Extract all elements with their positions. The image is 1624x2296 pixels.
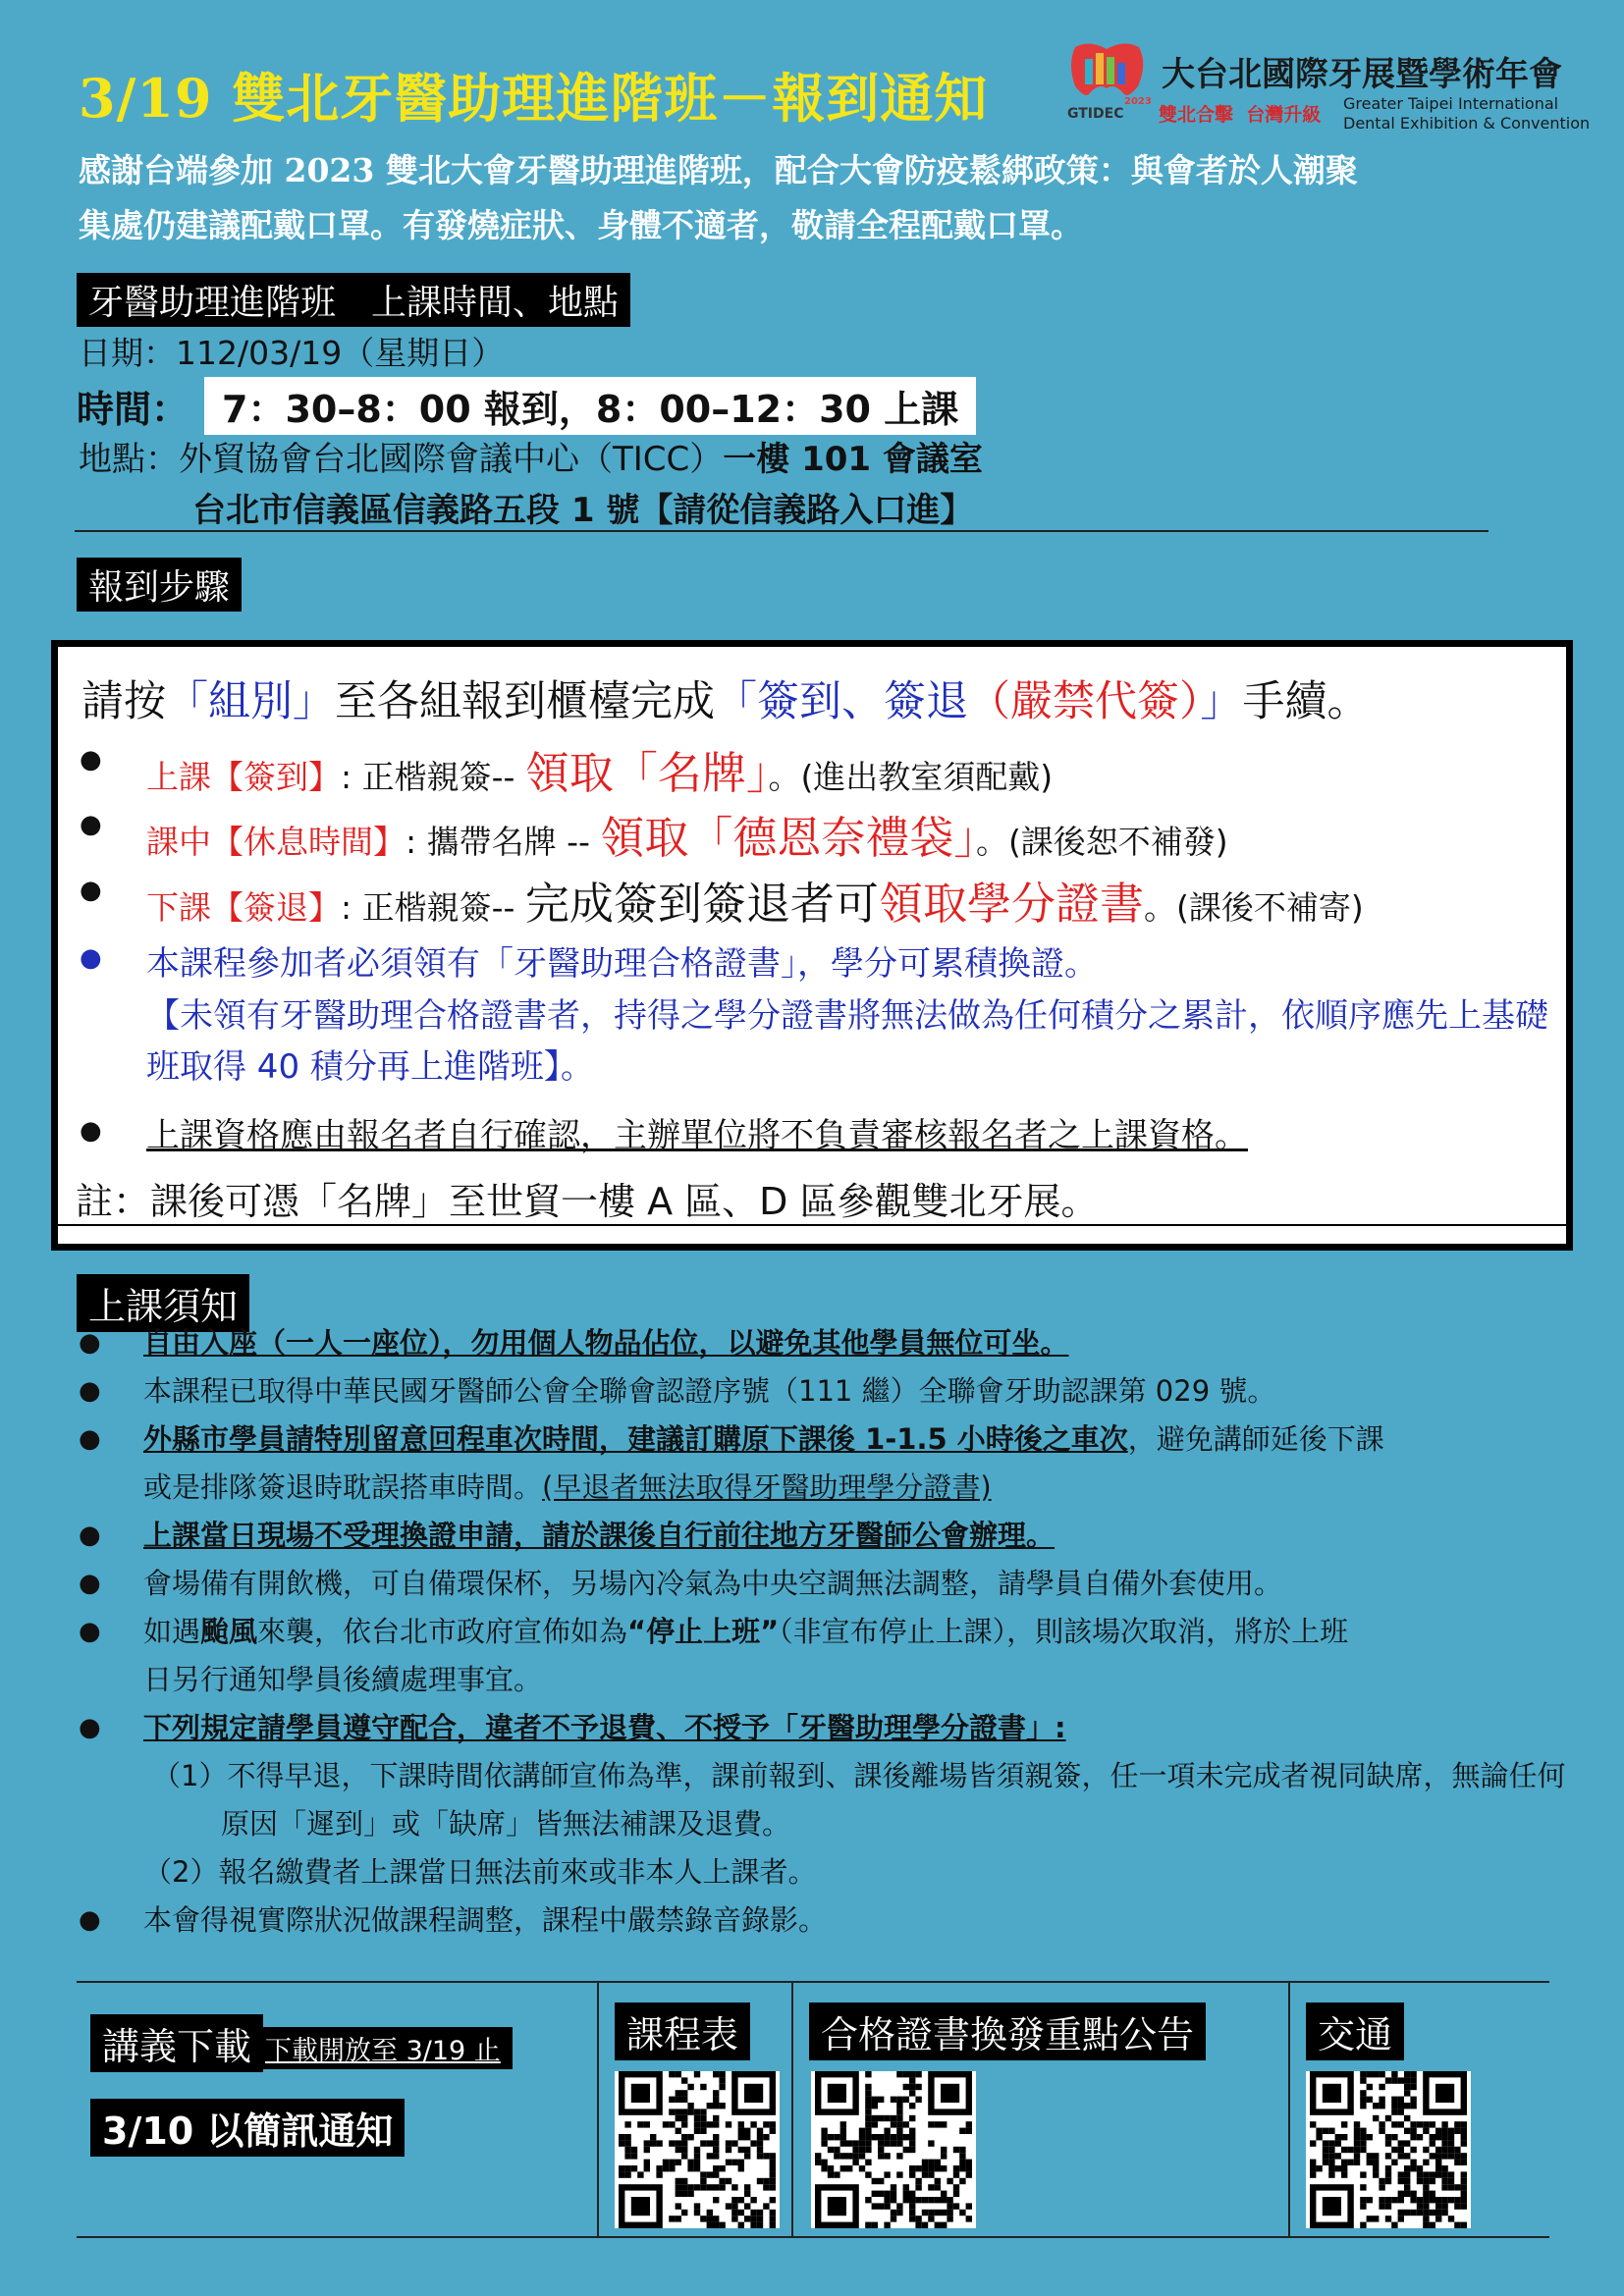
organizer-name-zh: 大台北國際牙展暨學術年會: [1162, 55, 1562, 94]
tooth-logo-icon: [1065, 39, 1152, 133]
traffic-qr-code[interactable]: [1306, 2071, 1471, 2228]
organizer-name-en: [1343, 94, 1590, 133]
rule-item: ● 上課當日現場不受理換證申請，請於課後自行前往地方牙醫師公會辦理。: [79, 1512, 1571, 1560]
intro-line-2: 集處仍建議配戴口罩。有發燒症狀、身體不適者，敬請全程配戴口罩。: [79, 206, 1083, 244]
bullet-icon: ●: [79, 1424, 101, 1454]
bullet-icon: ●: [80, 943, 102, 973]
time-value: 7：30–8：00 報到，8：00–12：30 上課: [204, 377, 976, 435]
sms-notice: 3/10 以簡訊通知: [90, 2099, 405, 2157]
schedule-qr-label: 課程表: [615, 2002, 750, 2060]
time-line: [77, 377, 976, 435]
bullet-icon: ●: [79, 1376, 101, 1406]
divider: [58, 1224, 1566, 1226]
rule-item: ● 自由入座（一人一座位），勿用個人物品佔位，以避免其他學員無位可坐。: [79, 1319, 1571, 1367]
slogan-1: 雙北合擊: [1159, 104, 1234, 126]
bullet-icon: ●: [79, 1328, 101, 1358]
checkin-box: [51, 640, 1573, 1251]
organizer-logo: [1065, 39, 1591, 142]
divider: [791, 1983, 793, 2238]
bullet-icon: ●: [80, 745, 102, 774]
intro-line-1: 感謝台端參加 2023 雙北大會牙醫助理進階班，配合大會防疫鬆綁政策：與會者於人潮聚: [79, 151, 1358, 189]
page-title: 3/19 雙北牙醫助理進階班－報到通知: [79, 67, 989, 130]
bullet-icon: ●: [79, 1617, 101, 1646]
rule-item: ● 會場備有開飲機，可自備環保杯，另場內冷氣為中央空調無法調整，請學員自備外套使用。: [79, 1560, 1571, 1608]
bullet-icon: ●: [79, 1713, 101, 1742]
address-line: 台北市信義區信義路五段 1 號【請從信義路入口進】: [192, 491, 974, 530]
location-room: 一樓 101 會議室: [723, 440, 983, 479]
rule-item: ● 外縣市學員請特別留意回程車次時間，建議訂購原下課後 1-1.5 小時後之車次，避免講師延後下課 或是排隊簽退時耽誤搭車時間。(早退者無法取得牙醫助理學分證書): [79, 1415, 1571, 1512]
logo-mark-text: GTIDEC: [1067, 106, 1124, 122]
divider: [75, 530, 1489, 532]
checkin-step-2: 課中【休息時間】: 攜帶名牌 -- 領取「德恩奈禮袋」。(課後恕不補發): [146, 812, 1228, 864]
footer-resources: [77, 1983, 1549, 2238]
logo-mark-year: 2023: [1124, 96, 1152, 107]
rules-list: [79, 1319, 1571, 1945]
qr-code-icon: [811, 2071, 976, 2228]
rule-item: ● 如遇颱風來襲，依台北市政府宣佈如為“停止上班”（非宣布停止上課），則該場次取消，將於上班 日另行通知學員後續處理事宜。: [79, 1608, 1571, 1704]
checkin-lead: 請按「組別」至各組報到櫃檯完成「簽到、簽退（嚴禁代簽）」手續。: [81, 677, 1370, 726]
divider: [77, 2236, 1549, 2238]
slogan-2: 台灣升級: [1246, 104, 1322, 126]
qualification-line: 上課資格應由報名者自行確認，主辦單位將不負責審核報名者之上課資格。: [146, 1116, 1248, 1155]
intro-text: [79, 143, 1571, 253]
traffic-qr-label: 交通: [1306, 2002, 1404, 2060]
bullet-icon: ●: [80, 876, 102, 905]
checkin-heading: 報到步驟: [77, 558, 242, 612]
rule-subitem: （2）報名繳費者上課當日無法前來或非本人上課者。: [143, 1855, 817, 1889]
rule-item: ● 本課程已取得中華民國牙醫師公會全聯會認證序號（111 繼）全聯會牙助認課第 029 號。: [79, 1367, 1571, 1415]
qr-code-icon: [1306, 2071, 1471, 2228]
divider: [597, 1983, 599, 2238]
bullet-icon: ●: [79, 1905, 101, 1935]
bullet-icon: ●: [80, 1116, 102, 1146]
rules-heading: 上課須知: [77, 1274, 249, 1332]
schedule-heading: 牙醫助理進階班 上課時間、地點: [77, 273, 630, 327]
date-line: 日期：112/03/19（星期日）: [79, 334, 505, 372]
organizer-name-en-1: Greater Taipei International: [1343, 94, 1559, 113]
checkin-step-1: 上課【簽到】: 正楷親簽-- 領取「名牌」。(進出教室須配戴): [146, 747, 1054, 799]
checkin-note: 註：課後可憑「名牌」至世貿一樓 A 區、D 區參觀雙北牙展。: [76, 1180, 1099, 1223]
location-label: 地點：外貿協會台北國際會議中心（TICC）: [79, 440, 724, 479]
rule-item: ● 本會得視實際狀況做課程調整，課程中嚴禁錄音錄影。: [79, 1896, 1571, 1945]
schedule-qr-code[interactable]: [615, 2071, 780, 2228]
organizer-slogan: [1159, 100, 1321, 127]
bullet-icon: ●: [79, 1569, 101, 1598]
location-line: [79, 432, 983, 480]
requirement-line: 本課程參加者必須領有「牙醫助理合格證書」，學分可累積換證。: [146, 944, 1098, 984]
cert-qr-code[interactable]: [811, 2071, 976, 2228]
requirement-note: 【未領有牙醫助理合格證書者，持得之學分證書將無法做為任何積分之累計，依順序應先上基礎班取得 40 積分再上進階班】。: [146, 996, 1548, 1087]
organizer-name-en-2: Dental Exhibition & Convention: [1343, 114, 1591, 133]
qr-code-icon: [615, 2071, 780, 2228]
cert-qr-label: 合格證書換發重點公告: [809, 2002, 1206, 2060]
divider: [1288, 1983, 1290, 2238]
bullet-icon: ●: [79, 1521, 101, 1550]
rule-subitem: （1）不得早退，下課時間依講師宣佈為準，課前報到、課後離場皆須親簽，任一項未完成者視同缺席，無論任何原因「遲到」或「缺席」皆無法補課及退費。: [152, 1759, 1566, 1841]
handout-download[interactable]: 講義下載 下載開放至 3/19 止: [90, 2014, 513, 2072]
time-label: 時間：: [77, 388, 189, 431]
bullet-icon: ●: [80, 810, 102, 839]
rule-item: ● 下列規定請學員遵守配合，違者不予退費、不授予「牙醫助理學分證書」:: [79, 1704, 1571, 1752]
checkin-step-3: 下課【簽退】: 正楷親簽-- 完成簽到簽退者可領取學分證書。(課後不補寄): [146, 878, 1364, 930]
